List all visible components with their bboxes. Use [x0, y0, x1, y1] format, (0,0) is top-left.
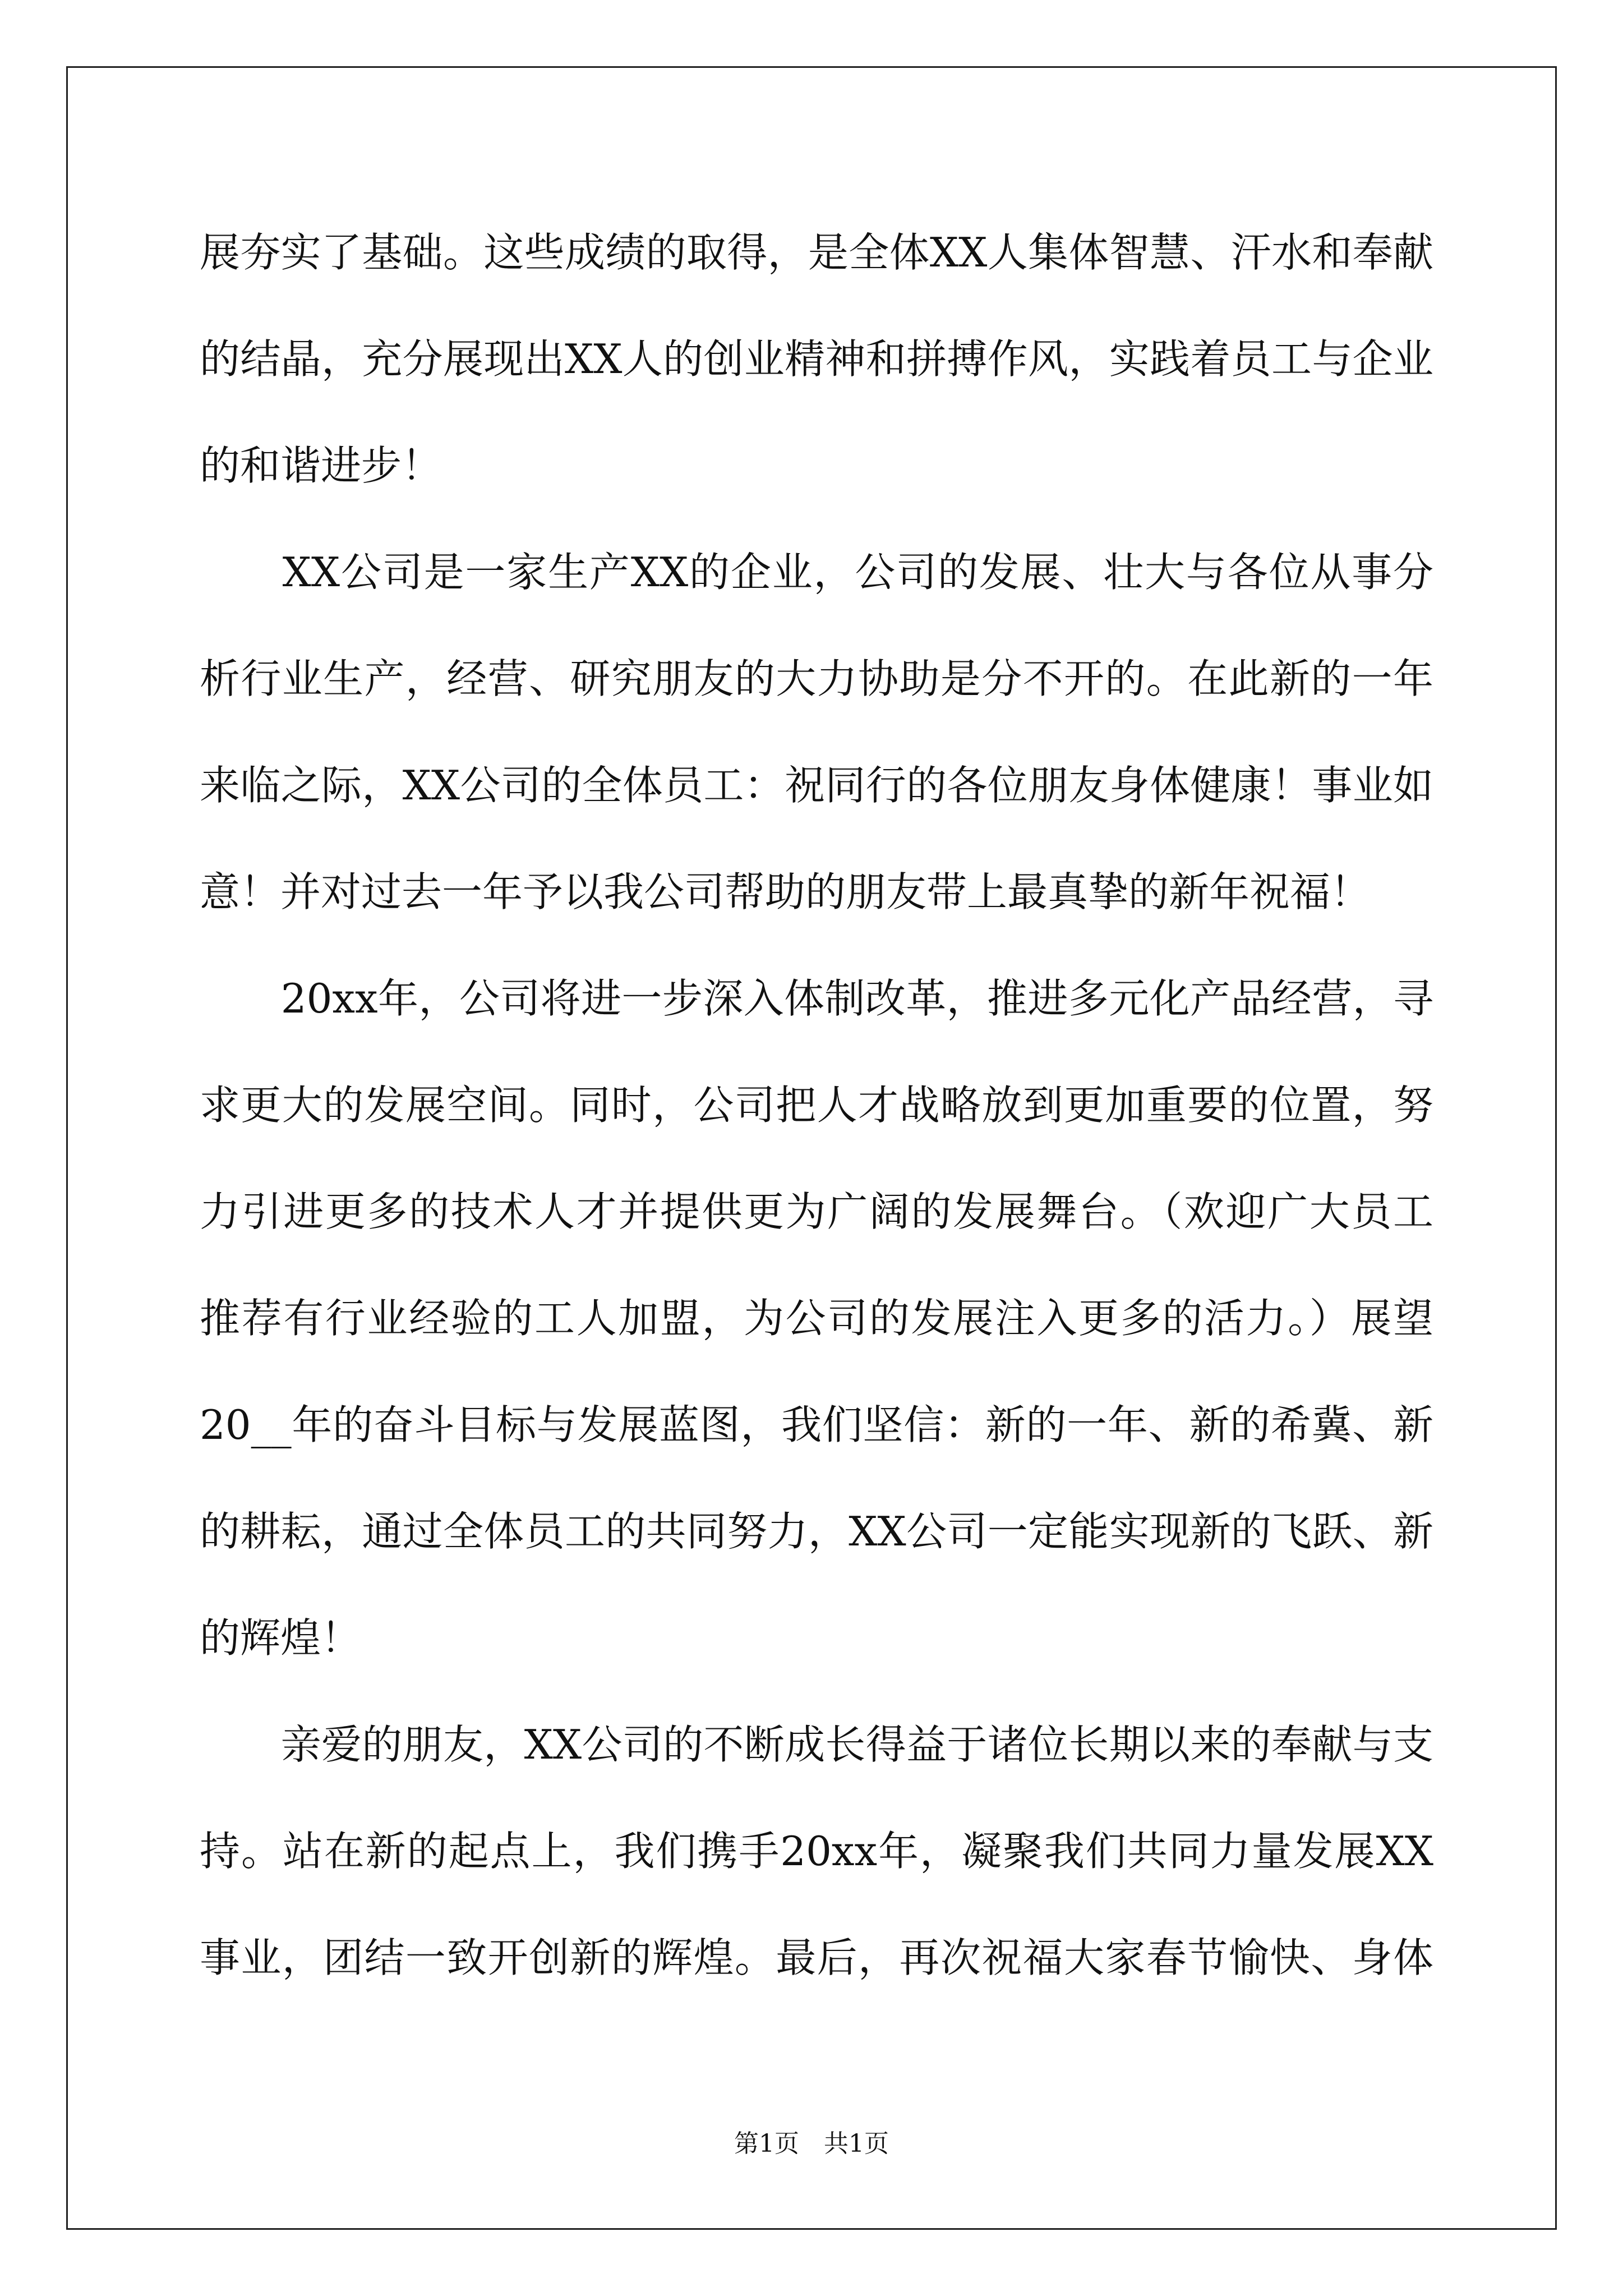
text-line: 20xx年，公司将进一步深入体制改革，推进多元化产品经营，寻	[200, 975, 1433, 1022]
text-line: 的结晶，充分展现出XX人的创业精神和拼搏作风，实践着员工与企业	[200, 335, 1433, 383]
text-line: 推荐有行业经验的工人加盟，为公司的发展注入更多的活力。）展望	[200, 1295, 1433, 1342]
text-line: 持。站在新的起点上，我们携手20xx年，凝聚我们共同力量发展XX	[200, 1828, 1433, 1875]
page-footer: 第1页 共1页	[734, 2129, 889, 2158]
text-line: 展夯实了基础。这些成绩的取得，是全体XX人集体智慧、汗水和奉献	[200, 229, 1433, 276]
text-line: 意！并对过去一年予以我公司帮助的朋友带上最真挚的新年祝福！	[200, 868, 1371, 915]
text-line: 求更大的发展空间。同时，公司把人才战略放到更加重要的位置，努	[200, 1082, 1433, 1129]
text-line: 20__年的奋斗目标与发展蓝图，我们坚信：新的一年、新的希冀、新	[200, 1401, 1433, 1448]
text-line: 来临之际，XX公司的全体员工：祝同行的各位朋友身体健康！事业如	[200, 762, 1433, 809]
text-line: 的和谐进步！	[200, 442, 442, 489]
text-line: 析行业生产，经营、研究朋友的大力协助是分不开的。在此新的一年	[200, 655, 1433, 702]
text-line: 的辉煌！	[200, 1614, 362, 1662]
text-line: 亲爱的朋友，XX公司的不断成长得益于诸位长期以来的奉献与支	[200, 1721, 1433, 1768]
text-line: 事业，团结一致开创新的辉煌。最后，再次祝福大家春节愉快、身体	[200, 1934, 1433, 1981]
text-line: XX公司是一家生产XX的企业，公司的发展、壮大与各位从事分	[200, 549, 1433, 596]
text-line: 力引进更多的技术人才并提供更为广阔的发展舞台。（欢迎广大员工	[200, 1188, 1433, 1235]
text-line: 的耕耘，通过全体员工的共同努力，XX公司一定能实现新的飞跃、新	[200, 1508, 1433, 1555]
